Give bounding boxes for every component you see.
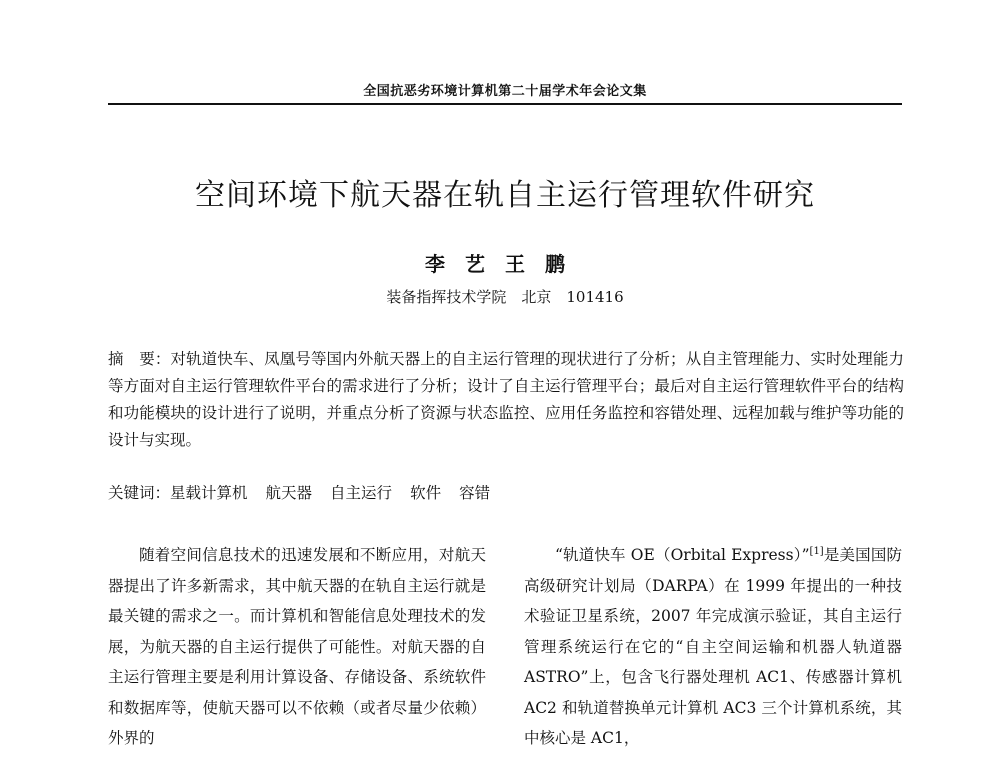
keyword-item: 软件 — [410, 484, 442, 502]
keywords-label: 关键词： — [108, 484, 171, 502]
body-column-right — [524, 540, 902, 754]
keyword-item: 自主运行 — [330, 484, 393, 502]
citation-reference: [1] — [809, 545, 824, 557]
paper-affiliation: 装备指挥技术学院 北京 101416 — [386, 288, 624, 306]
paper-title: 空间环境下航天器在轨自主运行管理软件研究 — [195, 178, 815, 213]
abstract — [108, 346, 904, 454]
paper-authors: 李艺王鹏 — [425, 252, 585, 276]
keyword-item: 容错 — [459, 484, 491, 502]
abstract-text: 对轨道快车、凤凰号等国内外航天器上的自主运行管理的现状进行了分析；从自主管理能力、实时处理能力等方面对自主运行管理软件平台的需求进行了分析；设计了自主运行管理平台；最后对自主运行管理软件平台的结构和功能模块的设计进行了说明，并重点分析了资源与状态监控、应用任务监控和容错处理、远程加载与维护等功能的设计与实现。 — [108, 350, 904, 449]
keyword-item: 航天器 — [265, 484, 313, 502]
paragraph-text: “轨道快车 OE（Orbital Express）” — [555, 546, 810, 564]
running-head: 全国抗恶劣环境计算机第二十届学术年会论文集 — [363, 84, 647, 99]
keywords — [108, 481, 904, 505]
body-paragraph — [524, 540, 902, 754]
abstract-label: 摘 要： — [108, 350, 171, 368]
paragraph-text: 是美国国防高级研究计划局（DARPA）在 1999 年提出的一种技术验证卫星系统，2007 年完成演示验证，其自主运行管理系统运行在它的“自主空间运输和机器人轨道器 ASTRO”上，包含飞行器处理机 AC1、传感器计算机 AC2 和轨道替换单元计算机 AC3 三个计算机系统，其中核心是 AC1， — [524, 546, 902, 747]
keyword-item: 星载计算机 — [170, 484, 248, 502]
body-paragraph: 随着空间信息技术的迅速发展和不断应用，对航天器提出了许多新需求，其中航天器的在轨自主运行就是最关键的需求之一。而计算机和智能信息处理技术的发展，为航天器的自主运行提供了可能性。对航天器的自主运行管理主要是利用计算设备、存储设备、系统软件和数据库等，使航天器可以不依赖（或者尽量少依赖）外界的 — [108, 546, 486, 747]
body-column-left — [108, 540, 486, 754]
header-rule — [108, 103, 902, 105]
